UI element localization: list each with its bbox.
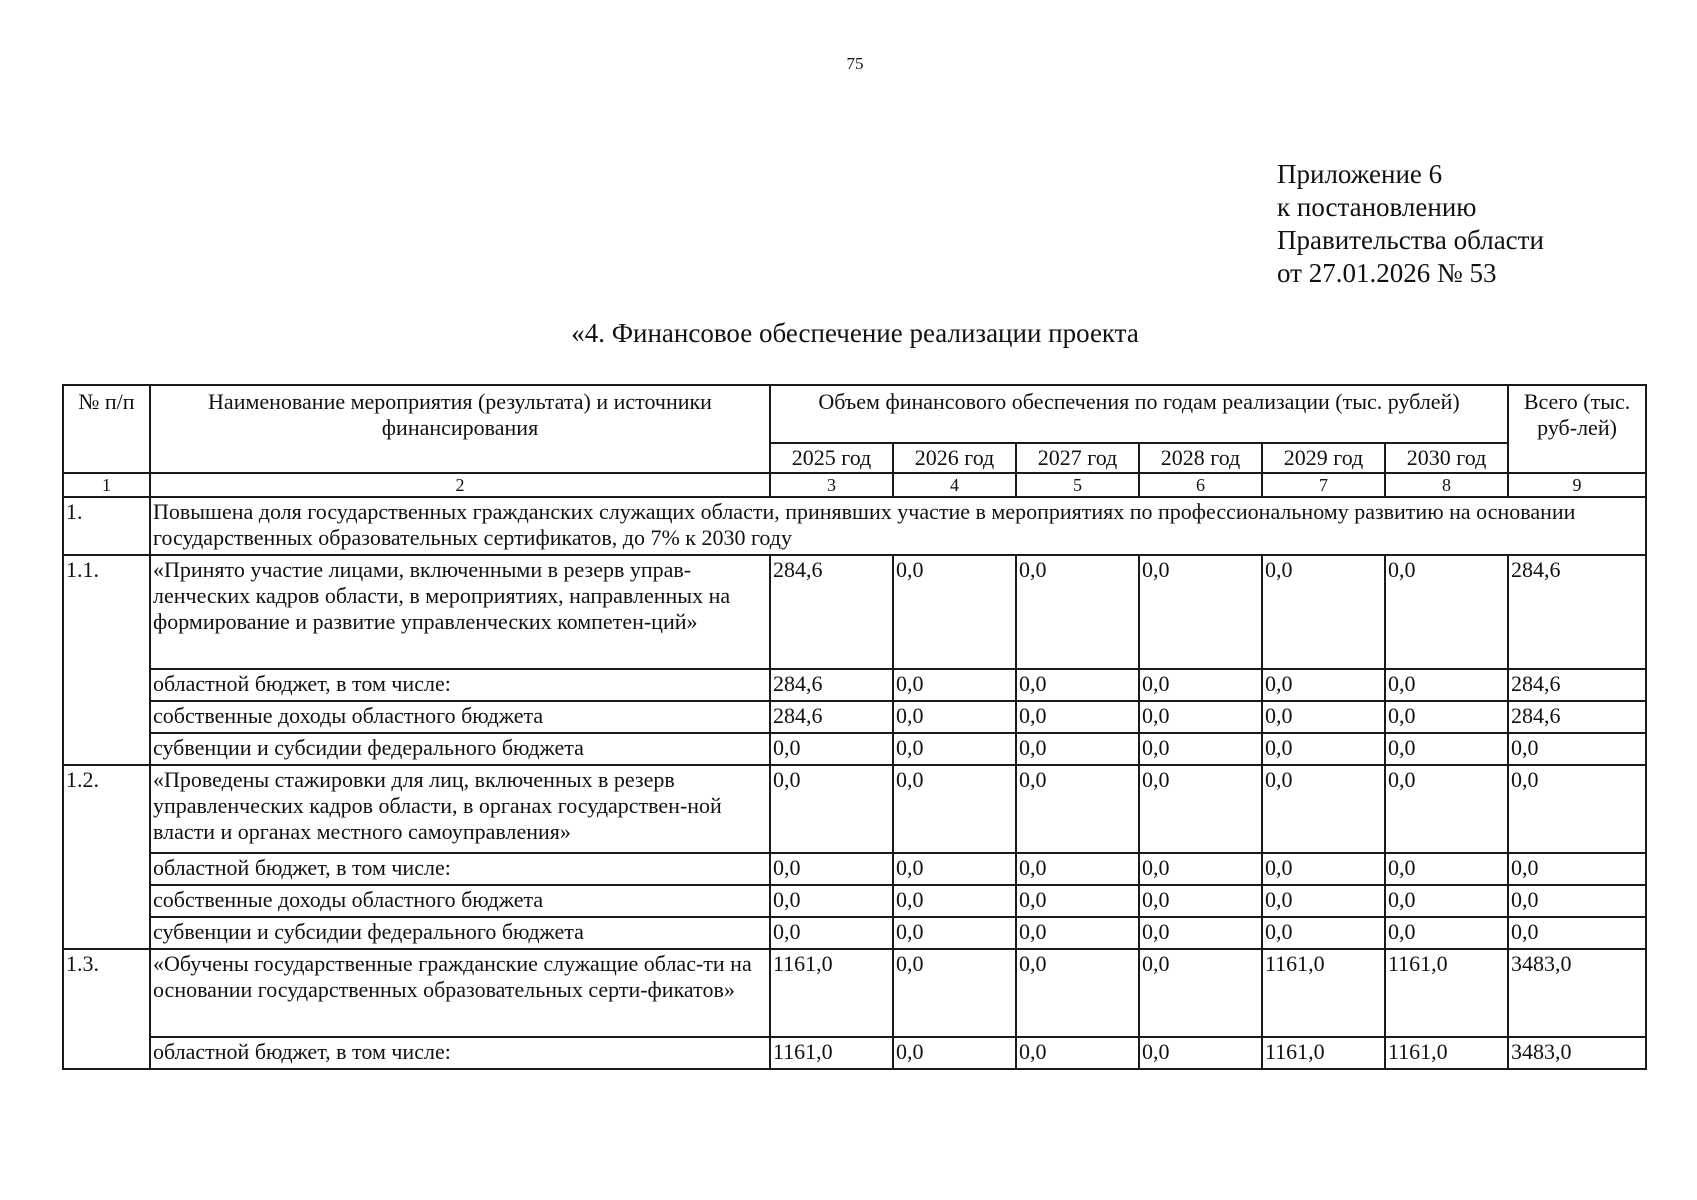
value-cell: 0,0 <box>770 885 893 917</box>
value-cell: 0,0 <box>1139 917 1262 949</box>
value-cell: 0,0 <box>1016 885 1139 917</box>
value-cell: 0,0 <box>1016 1037 1139 1069</box>
value-cell: 0,0 <box>1016 669 1139 701</box>
column-number: 3 <box>770 473 893 497</box>
value-cell: 1161,0 <box>1385 949 1508 1037</box>
total-cell: 3483,0 <box>1508 1037 1646 1069</box>
source-name: собственные доходы областного бюджета <box>150 885 770 917</box>
total-cell: 0,0 <box>1508 733 1646 765</box>
appendix-line: Приложение 6 <box>1277 159 1443 189</box>
total-cell: 3483,0 <box>1508 949 1646 1037</box>
table-row <box>63 669 1646 701</box>
value-cell: 0,0 <box>1385 733 1508 765</box>
total-cell: 284,6 <box>1508 555 1646 669</box>
value-cell: 0,0 <box>1016 917 1139 949</box>
value-cell: 0,0 <box>1385 555 1508 669</box>
total-cell: 0,0 <box>1508 853 1646 885</box>
value-cell: 0,0 <box>893 733 1016 765</box>
table-row <box>63 1037 1646 1069</box>
section-number: 1. <box>63 497 150 555</box>
column-number: 6 <box>1139 473 1262 497</box>
value-cell: 0,0 <box>893 669 1016 701</box>
value-cell: 0,0 <box>1139 853 1262 885</box>
value-cell: 0,0 <box>893 885 1016 917</box>
item-name: «Проведены стажировки для лиц, включенных в резерв управленческих кадров области, в органах государствен-ной власти и органах местного самоуправления» <box>150 765 770 853</box>
header-year: 2025 год <box>770 443 893 473</box>
total-cell: 0,0 <box>1508 765 1646 853</box>
value-cell: 0,0 <box>1139 885 1262 917</box>
item-name: «Обучены государственные гражданские служащие облас-ти на основании государственных образовательных серти-фикатов» <box>150 949 770 1037</box>
appendix-line: к постановлению <box>1277 192 1477 222</box>
value-cell: 0,0 <box>1385 701 1508 733</box>
section-text: Повышена доля государственных гражданских служащих области, принявших участие в мероприятиях по профессиональному развитию на основании государственных образовательных сертификатов, до 7% к 2030 году <box>150 497 1646 555</box>
column-number: 8 <box>1385 473 1508 497</box>
value-cell: 0,0 <box>1139 669 1262 701</box>
value-cell: 0,0 <box>1262 853 1385 885</box>
value-cell: 0,0 <box>1385 765 1508 853</box>
value-cell: 0,0 <box>893 917 1016 949</box>
value-cell: 0,0 <box>893 853 1016 885</box>
table-row <box>63 765 1646 853</box>
source-name: областной бюджет, в том числе: <box>150 669 770 701</box>
column-number: 9 <box>1508 473 1646 497</box>
appendix-block <box>1277 158 1544 290</box>
page-number: 75 <box>846 54 864 73</box>
value-cell: 0,0 <box>893 555 1016 669</box>
table-row <box>63 853 1646 885</box>
value-cell: 284,6 <box>770 555 893 669</box>
value-cell: 0,0 <box>770 733 893 765</box>
total-cell: 0,0 <box>1508 885 1646 917</box>
value-cell: 0,0 <box>1016 701 1139 733</box>
column-number: 7 <box>1262 473 1385 497</box>
financing-table <box>62 384 1647 1070</box>
value-cell: 0,0 <box>770 853 893 885</box>
value-cell: 0,0 <box>1139 701 1262 733</box>
document-title: «4. Финансовое обеспечение реализации проекта <box>571 318 1139 348</box>
column-number: 2 <box>150 473 770 497</box>
value-cell: 0,0 <box>1139 949 1262 1037</box>
table-row <box>63 917 1646 949</box>
item-number: 1.3. <box>63 949 150 1069</box>
value-cell: 0,0 <box>1016 853 1139 885</box>
value-cell: 0,0 <box>893 701 1016 733</box>
value-cell: 0,0 <box>1385 669 1508 701</box>
value-cell: 0,0 <box>1262 765 1385 853</box>
value-cell: 0,0 <box>1016 949 1139 1037</box>
value-cell: 0,0 <box>770 765 893 853</box>
value-cell: 284,6 <box>770 701 893 733</box>
header-year: 2027 год <box>1016 443 1139 473</box>
section-row <box>63 497 1646 555</box>
header-year: 2026 год <box>893 443 1016 473</box>
item-number: 1.1. <box>63 555 150 765</box>
header-name: Наименование мероприятия (результата) и источники финансирования <box>150 385 770 473</box>
value-cell: 0,0 <box>893 1037 1016 1069</box>
item-number: 1.2. <box>63 765 150 949</box>
column-number: 1 <box>63 473 150 497</box>
table-row <box>63 885 1646 917</box>
value-cell: 0,0 <box>1139 733 1262 765</box>
source-name: областной бюджет, в том числе: <box>150 853 770 885</box>
header-total: Всего (тыс. руб-лей) <box>1508 385 1646 473</box>
appendix-line: Правительства области <box>1277 225 1544 255</box>
value-cell: 0,0 <box>1139 555 1262 669</box>
column-number-row <box>63 473 1646 497</box>
appendix-line: от 27.01.2026 № 53 <box>1277 258 1497 288</box>
total-cell: 0,0 <box>1508 917 1646 949</box>
value-cell: 0,0 <box>1262 733 1385 765</box>
value-cell: 0,0 <box>1262 917 1385 949</box>
header-volume: Объем финансового обеспечения по годам реализации (тыс. рублей) <box>770 385 1508 443</box>
value-cell: 0,0 <box>770 917 893 949</box>
value-cell: 0,0 <box>1262 701 1385 733</box>
column-number: 4 <box>893 473 1016 497</box>
value-cell: 284,6 <box>770 669 893 701</box>
header-year: 2028 год <box>1139 443 1262 473</box>
source-name: субвенции и субсидии федерального бюджета <box>150 733 770 765</box>
table-row <box>63 949 1646 1037</box>
value-cell: 0,0 <box>1139 1037 1262 1069</box>
table-row <box>63 555 1646 669</box>
source-name: собственные доходы областного бюджета <box>150 701 770 733</box>
value-cell: 0,0 <box>1262 669 1385 701</box>
value-cell: 0,0 <box>1385 917 1508 949</box>
total-cell: 284,6 <box>1508 669 1646 701</box>
value-cell: 0,0 <box>893 765 1016 853</box>
table-row <box>63 701 1646 733</box>
total-cell: 284,6 <box>1508 701 1646 733</box>
value-cell: 1161,0 <box>1385 1037 1508 1069</box>
value-cell: 0,0 <box>1262 885 1385 917</box>
table-row <box>63 733 1646 765</box>
value-cell: 0,0 <box>1139 765 1262 853</box>
source-name: областной бюджет, в том числе: <box>150 1037 770 1069</box>
source-name: субвенции и субсидии федерального бюджета <box>150 917 770 949</box>
value-cell: 1161,0 <box>1262 1037 1385 1069</box>
value-cell: 0,0 <box>1262 555 1385 669</box>
value-cell: 0,0 <box>1016 555 1139 669</box>
value-cell: 0,0 <box>893 949 1016 1037</box>
value-cell: 0,0 <box>1385 885 1508 917</box>
value-cell: 0,0 <box>1016 765 1139 853</box>
value-cell: 0,0 <box>1385 853 1508 885</box>
item-name: «Принято участие лицами, включенными в резерв управ-ленческих кадров области, в мероприятиях, направленных на формирование и развитие управленческих компетен-ций» <box>150 555 770 669</box>
header-year: 2030 год <box>1385 443 1508 473</box>
value-cell: 1161,0 <box>770 949 893 1037</box>
value-cell: 1161,0 <box>1262 949 1385 1037</box>
value-cell: 1161,0 <box>770 1037 893 1069</box>
header-number: № п/п <box>63 385 150 473</box>
value-cell: 0,0 <box>1016 733 1139 765</box>
header-year: 2029 год <box>1262 443 1385 473</box>
column-number: 5 <box>1016 473 1139 497</box>
